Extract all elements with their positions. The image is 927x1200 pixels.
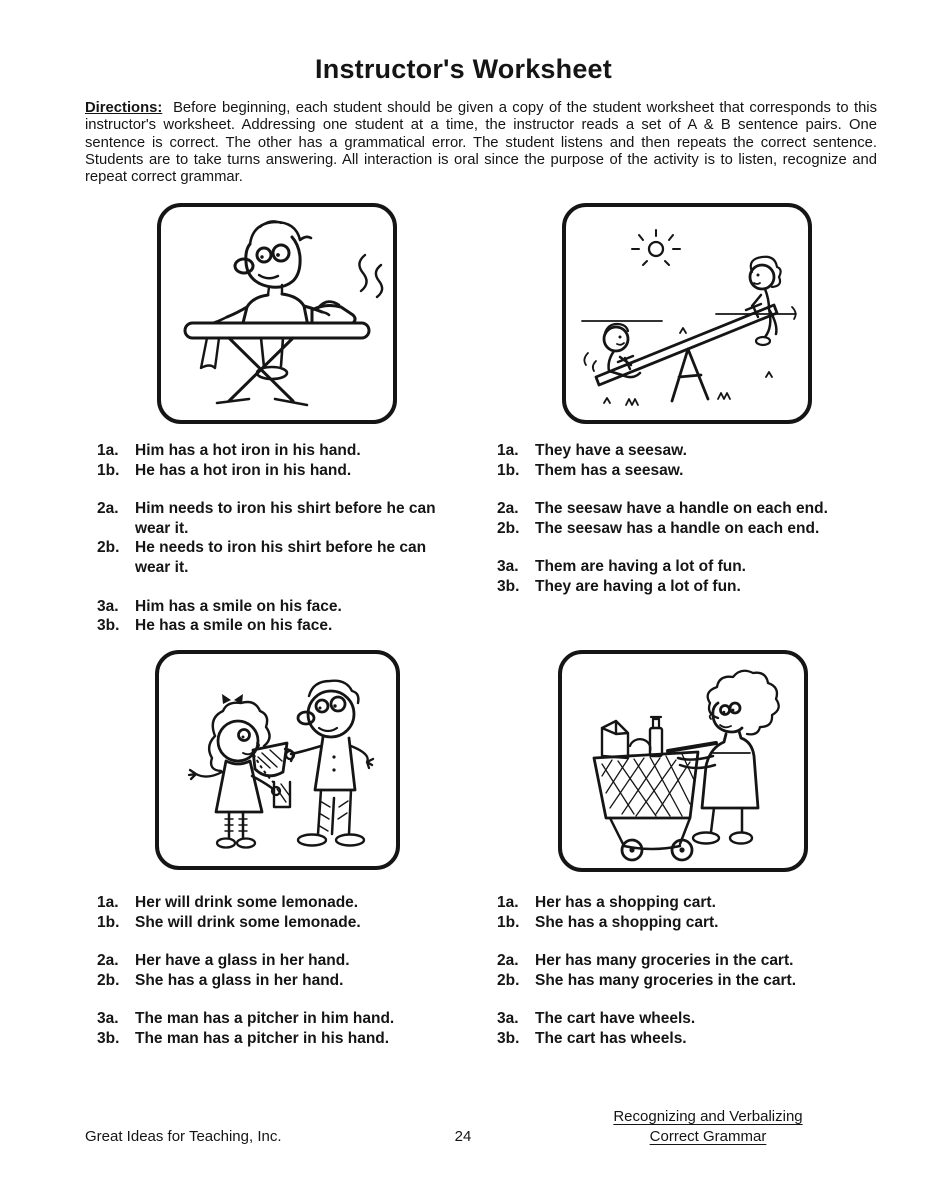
sentence-text: The seesaw have a handle on each end.: [535, 500, 828, 518]
sentence-pair-group: [497, 1009, 889, 1048]
sentence-number-label: 3b.: [97, 617, 120, 635]
sentence-text: He has a smile on his face.: [135, 617, 333, 635]
sentence-pair-group: [97, 499, 465, 577]
sentence-list-lemonade: [97, 893, 465, 1068]
sentence-text: The cart has wheels.: [535, 1029, 687, 1047]
illustration-box-lemonade: [155, 650, 400, 870]
sentence-item: [497, 441, 889, 461]
sentence-number-label: 2b.: [97, 539, 120, 557]
sentence-item: [497, 519, 889, 539]
footer-series-line1: Recognizing and Verbalizing: [613, 1108, 803, 1125]
sentence-text: They are having a lot of fun.: [535, 577, 741, 595]
footer-series-line2: Correct Grammar: [649, 1128, 767, 1145]
sentence-number-label: 1a.: [497, 442, 519, 459]
sentence-text: Him needs to iron his shirt before he can wear it.: [135, 500, 436, 537]
sentence-number-label: 2a.: [497, 952, 519, 970]
sentence-pair-group: [97, 1009, 465, 1048]
directions-spacer: [162, 100, 173, 116]
sentence-text: She has a shopping cart.: [535, 913, 719, 931]
sentence-pair-group: [97, 441, 465, 480]
footer-page-number: 24: [454, 1128, 472, 1145]
sentence-text: Them are having a lot of fun.: [535, 558, 746, 576]
sentence-text: She has many groceries in the cart.: [535, 971, 797, 989]
sentence-list-ironing: [97, 441, 465, 655]
sentence-number-label: 3b.: [497, 577, 520, 595]
sentence-text: He has a hot iron in his hand.: [135, 461, 352, 479]
sentence-item: [497, 557, 889, 577]
sentence-item: [497, 913, 889, 933]
sentence-item: [97, 499, 465, 538]
sentence-number-label: 3a.: [497, 558, 519, 576]
sentence-item: [497, 1009, 889, 1029]
sentence-number-label: 1b.: [497, 461, 520, 479]
sentence-item: [97, 597, 465, 617]
sentence-list-shopping-cart: [497, 893, 889, 1068]
illustration-box-seesaw: [562, 203, 812, 424]
sentence-pair-group: [497, 557, 889, 596]
sentence-item: [497, 461, 889, 481]
sentence-item: [97, 1029, 465, 1049]
footer-series-title: [607, 1107, 809, 1147]
shopping-cart-illustration: [566, 658, 800, 864]
sentence-number-label: 1a.: [97, 442, 119, 459]
sentence-number-label: 3a.: [497, 1010, 519, 1028]
sentence-text: The man has a pitcher in his hand.: [135, 1029, 390, 1047]
sentence-pair-group: [497, 951, 889, 990]
sentence-number-label: 1a.: [97, 894, 119, 911]
sentence-text: Him has a smile on his face.: [135, 597, 342, 615]
sentence-number-label: 2b.: [497, 971, 520, 989]
sentence-text: Her have a glass in her hand.: [135, 952, 350, 970]
sentence-number-label: 2a.: [497, 500, 519, 518]
sentence-text: The man has a pitcher in him hand.: [135, 1010, 395, 1028]
sentence-pair-group: [497, 893, 889, 932]
sentence-item: [97, 1009, 465, 1029]
sentence-item: [497, 1029, 889, 1049]
sentence-number-label: 3b.: [97, 1029, 120, 1047]
sentence-text: Them has a seesaw.: [535, 461, 684, 479]
sentence-text: Her has a shopping cart.: [535, 894, 716, 911]
sentence-text: He needs to iron his shirt before he can wear it.: [135, 539, 427, 576]
sentence-list-seesaw: [497, 441, 889, 616]
sentence-item: [497, 893, 889, 913]
sentence-number-label: 3a.: [97, 1010, 119, 1028]
sentence-text: She has a glass in her hand.: [135, 971, 344, 989]
page-title: Instructor's Worksheet: [315, 54, 612, 84]
children-on-seesaw-illustration: [570, 211, 804, 416]
directions-label: Directions:: [85, 100, 163, 116]
sentence-number-label: 2b.: [497, 519, 520, 537]
sentence-item: [97, 441, 465, 461]
sentence-item: [497, 499, 889, 519]
sentence-item: [497, 951, 889, 971]
directions-text: Before beginning, each student should be given a copy of the student worksheet that corresponds to this instructor's worksheet. Addressing one student at a time, the instructor reads a set of A & B sentence pairs. One sentence is correct. The other has a grammatical error. The student listens and then repeats the correct sentence. Students are to take turns answering. All interaction is oral since the purpose of the activity is to listen, recognize and repeat correct grammar.: [85, 100, 877, 186]
pouring-lemonade-illustration: [163, 658, 392, 862]
sentence-text: Him has a hot iron in his hand.: [135, 442, 361, 459]
sentence-text: Her will drink some lemonade.: [135, 894, 359, 911]
sentence-text: She will drink some lemonade.: [135, 913, 361, 931]
sentence-item: [97, 951, 465, 971]
sentence-item: [497, 971, 889, 991]
sentence-pair-group: [497, 499, 889, 538]
sentence-text: The cart have wheels.: [535, 1010, 696, 1028]
illustration-box-shopping-cart: [558, 650, 808, 872]
sentence-pair-group: [497, 441, 889, 480]
sentence-item: [497, 577, 889, 597]
sentence-pair-group: [97, 893, 465, 932]
illustration-box-ironing: [157, 203, 397, 424]
sentence-number-label: 1b.: [97, 913, 120, 931]
sentence-number-label: 2a.: [97, 952, 119, 970]
sentence-pair-group: [97, 597, 465, 636]
directions-paragraph: [85, 100, 877, 186]
sentence-text: They have a seesaw.: [535, 442, 687, 459]
sentence-number-label: 1a.: [497, 894, 519, 911]
sentence-item: [97, 913, 465, 933]
sentence-text: The seesaw has a handle on each end.: [535, 519, 820, 537]
sentence-number-label: 2a.: [97, 500, 119, 518]
sentence-item: [97, 893, 465, 913]
sentence-item: [97, 616, 465, 636]
sentence-number-label: 1b.: [97, 461, 120, 479]
sentence-item: [97, 971, 465, 991]
sentence-number-label: 2b.: [97, 971, 120, 989]
sentence-text: Her has many groceries in the cart.: [535, 952, 794, 970]
footer-publisher: Great Ideas for Teaching, Inc.: [85, 1128, 282, 1145]
sentence-number-label: 3a.: [97, 597, 119, 615]
man-ironing-illustration: [165, 211, 389, 416]
sentence-item: [97, 538, 465, 577]
sentence-pair-group: [97, 951, 465, 990]
sentence-number-label: 1b.: [497, 913, 520, 931]
sentence-item: [97, 461, 465, 481]
sentence-number-label: 3b.: [497, 1029, 520, 1047]
